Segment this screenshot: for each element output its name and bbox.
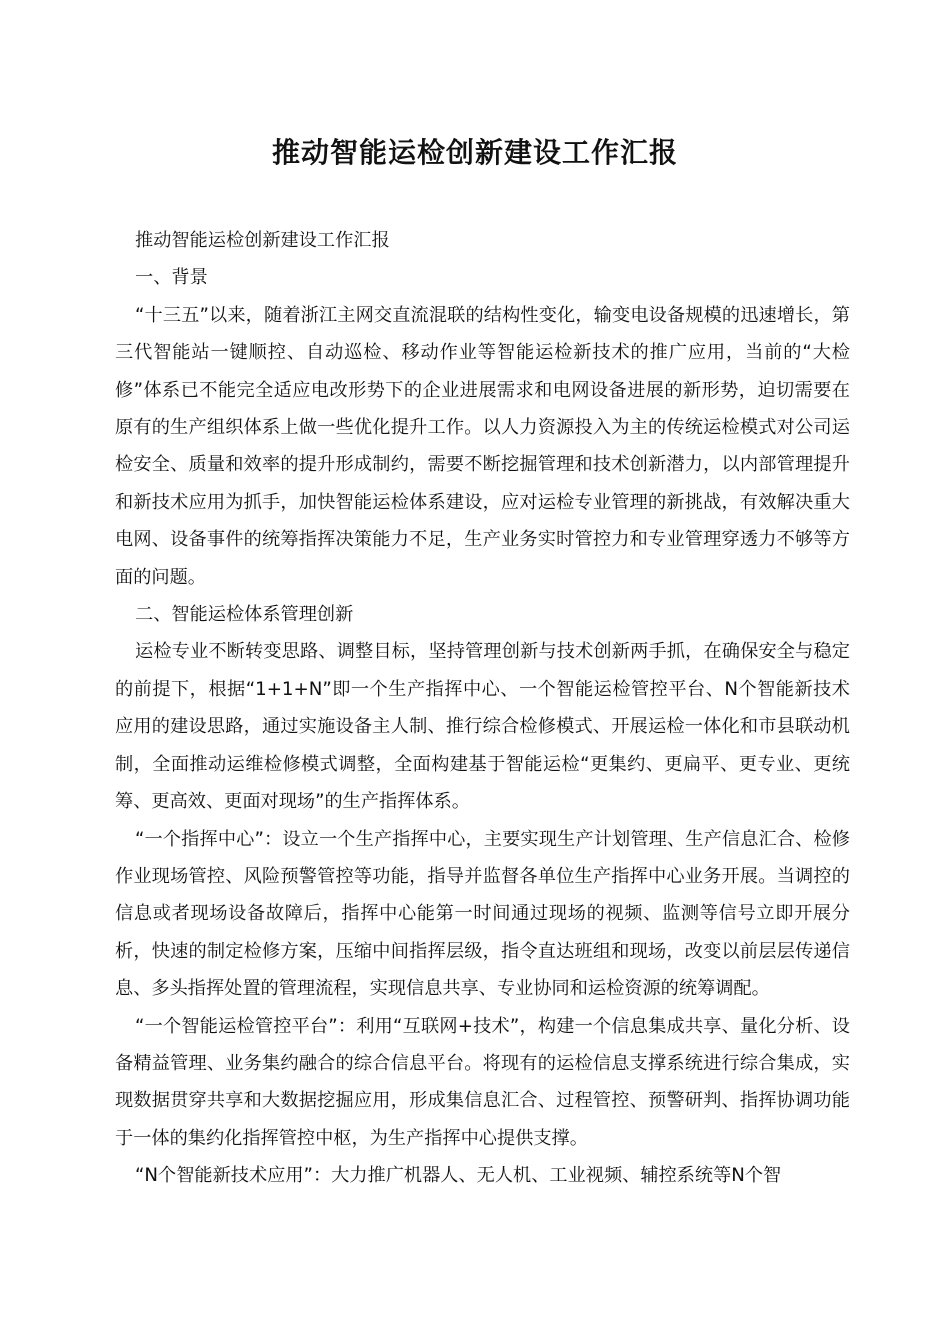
paragraph-new-tech: “N个智能新技术应用”：大力推广机器人、无人机、工业视频、辅控系统等N个智 [135,1165,782,1187]
paragraph-command-center: “一个指挥中心”：设立一个生产指挥中心，主要实现生产计划管理、生产信息汇合、检修作业现场管控、风险预警管控等功能，指导并监督各单位生产指挥中心业务开展。当调控的信息或者现场设备故障后，指挥中心能第一时间通过现场的视频、监测等信号立即开展分析，快速的制定检修方案，压缩中间指挥层级，指令直达班组和现场，改变以前层层传递信息、多头指挥处置的管理流程，实现信息共享、专业协同和运检资源的统筹调配。 [115,828,850,1000]
paragraph-control-platform: “一个智能运检管控平台”：利用“互联网+技术”，构建一个信息集成共享、量化分析、设备精益管理、业务集约融合的综合信息平台。将现有的运检信息支撑系统进行综合集成，实现数据贯穿共享和大数据挖掘应用，形成集信息汇合、过程管控、预警研判、指挥协调功能于一体的集约化指挥管控中枢，为生产指挥中心提供支撑。 [115,1015,850,1149]
document-title: 推动智能运检创新建设工作汇报 [271,136,678,169]
paragraph-background: “十三五”以来，随着浙江主网交直流混联的结构性变化，输变电设备规模的迅速增长，第三代智能站一键顺控、自动巡检、移动作业等智能运检新技术的推广应用，当前的“大检修”体系已不能完全适应电改形势下的企业进展需求和电网设备进展的新形势，迫切需要在原有的生产组织体系上做一些优化提升工作。以人力资源投入为主的传统运检模式对公司运检安全、质量和效率的提升形成制约，需要不断挖掘管理和技术创新潜力，以内部管理提升和新技术应用为抓手，加快智能运检体系建设，应对运检专业管理的新挑战，有效解决重大电网、设备事件的统筹指挥决策能力不足，生产业务实时管控力和专业管理穿透力不够等方面的问题。 [115,304,850,588]
section-heading-innovation: 二、智能运检体系管理创新 [135,604,354,626]
paragraph-innovation: 运检专业不断转变思路、调整目标，坚持管理创新与技术创新两手抓，在确保安全与稳定的前提下，根据“1+1+N”即一个生产指挥中心、一个智能运检管控平台、N个智能新技术应用的建设思路，通过实施设备主人制、推行综合检修模式、开展运检一体化和市县联动机制，全面推动运维检修模式调整，全面构建基于智能运检“更集约、更扁平、更专业、更统筹、更高效、更面对现场”的生产指挥体系。 [115,641,850,813]
paragraph-heading-repeat: 推动智能运检创新建设工作汇报 [135,230,390,251]
document-body [115,222,850,1195]
section-heading-background: 一、背景 [135,267,208,289]
